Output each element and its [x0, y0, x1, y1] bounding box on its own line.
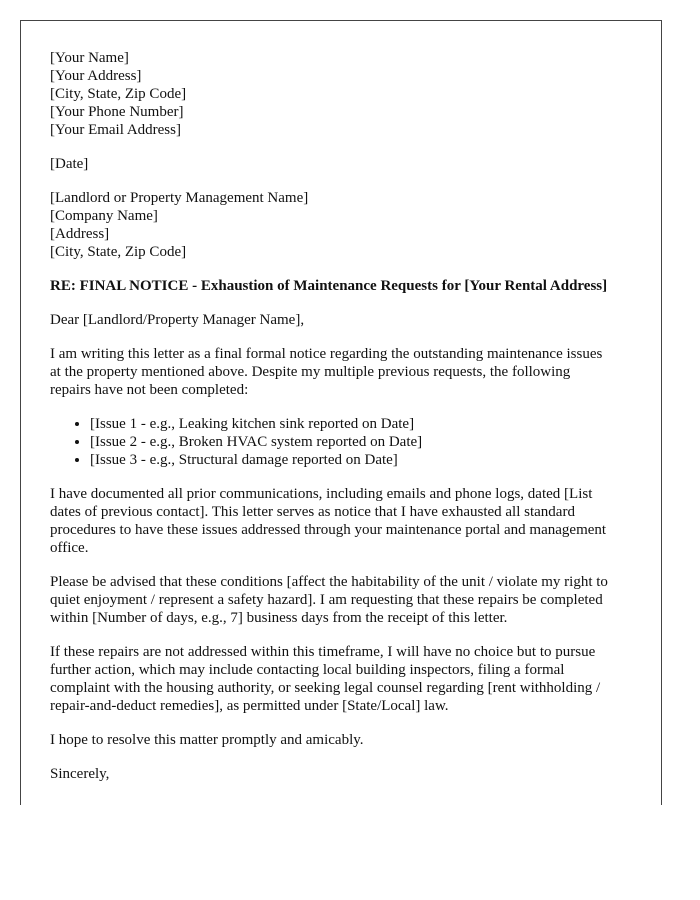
- recipient-address: [Address]: [50, 226, 110, 242]
- sender-phone: [Your Phone Number]: [50, 104, 184, 120]
- spacer: [50, 139, 610, 155]
- paragraph-request: Please be advised that these conditions [affect the habitability of the unit / violate my right to quiet enjoyment / represent a safety hazard]. I am requesting that these repairs be completed within [Number of days, e.g., 7] business days from the receipt of this letter.: [50, 574, 608, 626]
- sender-block: [50, 49, 610, 139]
- sender-email: [Your Email Address]: [50, 122, 181, 138]
- letter-body: [50, 49, 610, 799]
- recipient-block: [50, 189, 610, 261]
- salutation: Dear [Landlord/Property Manager Name],: [50, 312, 305, 328]
- recipient-city-state-zip: [City, State, Zip Code]: [50, 244, 187, 260]
- spacer: [50, 261, 610, 277]
- sender-city-state-zip: [City, State, Zip Code]: [50, 86, 187, 102]
- list-item: • [Issue 2 - e.g., Broken HVAC system reported on Date]: [90, 433, 610, 451]
- sender-name: [Your Name]: [50, 50, 129, 66]
- spacer: [50, 173, 610, 189]
- subject-line: RE: FINAL NOTICE - Exhaustion of Maintenance Requests for [Your Rental Address]: [50, 278, 608, 294]
- list-item: • [Issue 3 - e.g., Structural damage reported on Date]: [90, 451, 610, 469]
- paragraph-resolve: I hope to resolve this matter promptly and amicably.: [50, 732, 364, 748]
- closing: Sincerely,: [50, 766, 110, 782]
- letter-date: [Date]: [50, 156, 89, 172]
- sender-address: [Your Address]: [50, 68, 142, 84]
- paragraph-further-action: If these repairs are not addressed within this timeframe, I will have no choice but to pursue further action, which may include contacting local building inspectors, filing a formal complaint with the housing authority, or seeking legal counsel regarding [rent withholding / repair-and-deduct remedies], as permitted under [State/Local] law.: [50, 644, 601, 714]
- list-item: • [Issue 1 - e.g., Leaking kitchen sink reported on Date]: [90, 415, 610, 433]
- recipient-name: [Landlord or Property Management Name]: [50, 190, 309, 206]
- recipient-company: [Company Name]: [50, 208, 158, 224]
- paragraph-documentation: I have documented all prior communications, including emails and phone logs, dated [List dates of previous contact]. This letter serves as notice that I have exhausted all standard procedures to have these issues addressed through your maintenance portal and management office.: [50, 486, 607, 556]
- letter-page: [20, 20, 662, 805]
- issues-list: [50, 415, 610, 469]
- paragraph-intro: I am writing this letter as a final formal notice regarding the outstanding maintenance issues at the property mentioned above. Despite my multiple previous requests, the following repairs have not been completed:: [50, 346, 603, 398]
